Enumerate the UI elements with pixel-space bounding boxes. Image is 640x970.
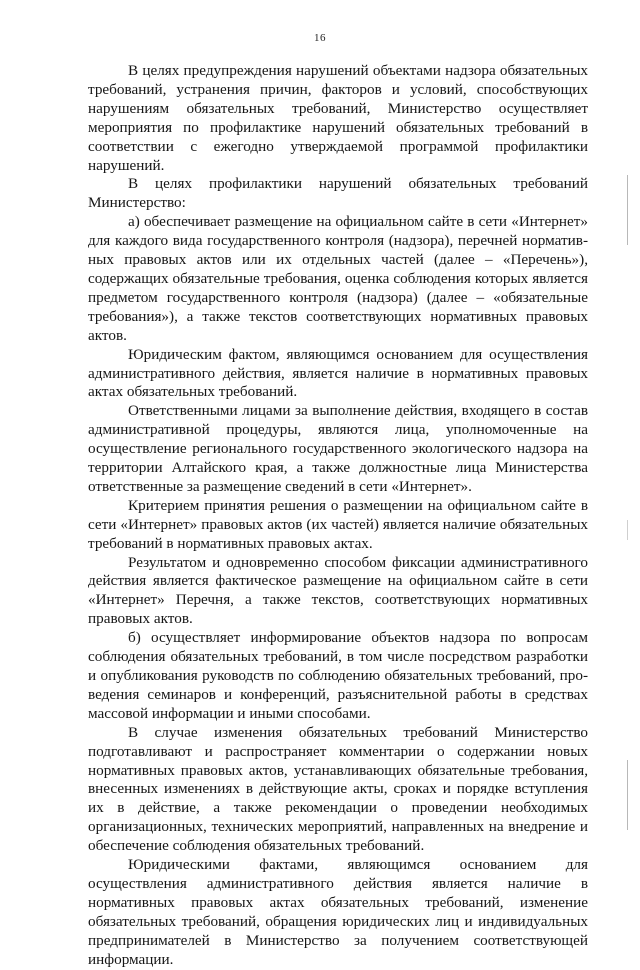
paragraph-item-b: б) осуществляет информирование объектов надзора по вопросам соблюдения обязательных требований, в том числе посредством разработки и опубликования руководств по соблюдению обязательных требований, проведения семинаров и конференций, разъяснительной работы в средствах массовой информации и иными способами. [88,629,588,722]
paragraph-prevention-goals: В целях предупреждения нарушений объектами надзора обязательных требований, устранения причин, факторов и условий, способствующих нарушениям обязательных требований, Министерство осуществляет мероприятия по профилактике нарушений обязательных требований в соответствии с ежегодно утверждаемой программой профилактики нарушений. [88,62,588,174]
paragraph-item-a: а) обеспечивает размещение на официальном сайте в сети «Интернет» для каждого вида государственного контроля (надзора), перечней нормативных правовых актов или их отдельных частей (далее – «Перечень»), содержащих обязательные требования, оценка соблюдения которых является предметом государственного контроля (надзора) (далее – «обязательные требования»), а также текстов соответствующих нормативных правовых актов. [88,213,588,344]
paragraph-requirement-changes: В случае изменения обязательных требований Министерство подготавливают и распространяет комментарии о содержании новых нормативных правовых актов, устанавливающих обязательные требования, внесенных изменениях в действующие акты, сроках и порядке вступления их в действие, а также рекомендации о проведении необходимых организационных, технических мероприятий, направленных на внедрение и обеспечение соблюдения обязательных требований. [88,723,588,855]
paragraph-prevention-intro: В целях профилактики нарушений обязательных требований Министерство: [88,175,588,212]
scan-edge-mark [627,760,628,830]
scan-edge-mark [627,520,628,540]
paragraph-legal-fact: Юридическим фактом, являющимся основанием для осуществления административного действия, является наличие в нормативных правовых актах обязательных требований. [88,345,588,401]
paragraph-decision-criterion: Критерием принятия решения о размещении на официальном сайте в сети «Интернет» правовых актов (их частей) является наличие обязательных требований в нормативных правовых актах. [88,496,588,552]
paragraph-result: Результатом и одновременно способом фиксации административного действия является фактическое размещение на официальном сайте в сети «Интернет» Перечня, а также текстов, соответствующих нормативных правовых актов. [88,553,588,628]
scan-edge-mark [627,175,628,245]
paragraph-responsible-persons: Ответственными лицами за выполнение действия, входящего в состав административной процедуры, являются лица, уполномоченные на осуществление регионального государственного экологического надзора на территории Алтайского края, а также должностные лица Министерства ответственные за размещение сведений в сети «Интернет». [88,402,588,495]
body-text [88,62,588,970]
paragraph-legal-facts: Юридическими фактами, являющимся основанием для осуществления административного действия является наличие в нормативных правовых актах обязательных требований, изменение обязательных требований, обращения юридических лиц и индивидуальных предпринимателей в Министерство за получением соответствующей информации. [88,856,588,968]
page-number: 16 [314,32,326,44]
